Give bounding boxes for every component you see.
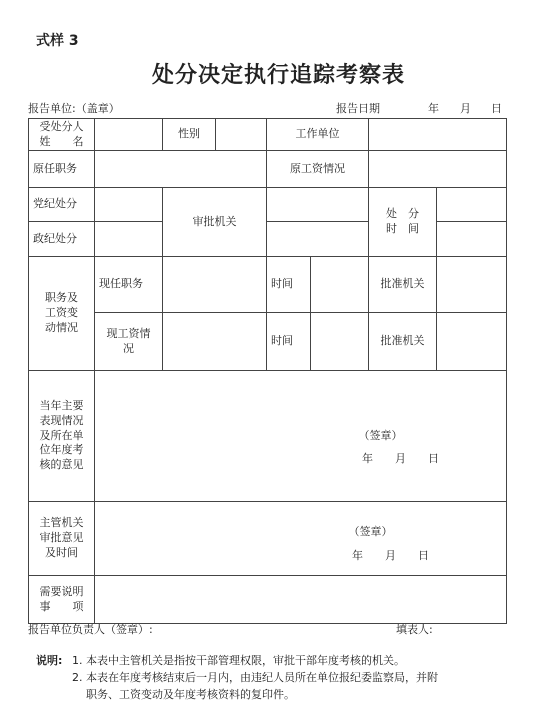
annual-opinion-label: 当年主要 表现情况 及所在单 位年度考 核的意见 [29, 371, 95, 502]
admin-discipline-field[interactable] [95, 222, 163, 257]
original-salary-label: 原工资情况 [267, 151, 369, 188]
original-post-field[interactable] [95, 151, 267, 188]
report-date-label: 报告日期 [336, 102, 380, 115]
current-salary-time-label: 时间 [267, 313, 311, 371]
row-original [29, 151, 507, 188]
approval-authority-label: 审批机关 [163, 188, 267, 257]
row-party-discipline [29, 188, 507, 222]
work-unit-field[interactable] [369, 119, 507, 151]
current-salary-label: 现工资情 况 [95, 313, 163, 371]
notes-label: 说明: [36, 654, 63, 667]
gender-label: 性别 [163, 119, 216, 151]
note-1: 1. 本表中主管机关是指按干部管理权限，审批干部年度考核的机关。 [72, 654, 405, 667]
row-current-post [29, 257, 507, 313]
admin-discipline-label: 政纪处分 [29, 222, 95, 257]
report-date-day: 日 [491, 102, 502, 115]
supervisor-opinion-label: 主管机关 审批意见 及时间 [29, 502, 95, 576]
note-2-line-2: 职务、工资变动及年度考核资料的复印件。 [86, 688, 295, 702]
current-post-approver-field[interactable] [437, 257, 507, 313]
annual-opinion-field[interactable] [95, 371, 507, 502]
work-unit-label: 工作单位 [267, 119, 369, 151]
punished-name-label: 受处分人 姓 名 [29, 119, 95, 151]
tracking-form-table [28, 118, 507, 624]
annual-opinion-seal: （签章） [358, 428, 403, 442]
row-remarks [29, 576, 507, 624]
row-supervisor-opinion [29, 502, 507, 576]
party-discipline-label: 党纪处分 [29, 188, 95, 222]
note-2-line-1: 2. 本表在年度考核结束后一月内，由违纪人员所在单位报纪委监察局，并附 [72, 671, 438, 685]
current-post-approver-label: 批准机关 [369, 257, 437, 313]
post-salary-change-label: 职务及 工资变 动情况 [29, 257, 95, 371]
annual-opinion-date: 年 月 日 [362, 452, 439, 465]
current-salary-approver-label: 批准机关 [369, 313, 437, 371]
original-salary-field[interactable] [369, 151, 507, 188]
current-salary-time-field[interactable] [311, 313, 369, 371]
row-basic-info [29, 119, 507, 151]
supervisor-opinion-date: 年 月 日 [352, 548, 429, 562]
supervisor-opinion-field[interactable] [95, 502, 507, 576]
current-post-label: 现任职务 [95, 257, 163, 313]
form-style-number: 式样 3 [36, 33, 79, 49]
supervisor-opinion-seal: （签章） [348, 525, 393, 539]
party-punish-time-field[interactable] [437, 188, 507, 222]
remarks-field[interactable] [95, 576, 507, 624]
responsible-person-label: 报告单位负责人（签章）: [28, 623, 153, 636]
party-approval-field[interactable] [267, 188, 369, 222]
party-discipline-field[interactable] [95, 188, 163, 222]
current-salary-field[interactable] [163, 313, 267, 371]
current-post-time-label: 时间 [267, 257, 311, 313]
row-annual-opinion [29, 371, 507, 502]
current-salary-approver-field[interactable] [437, 313, 507, 371]
gender-field[interactable] [216, 119, 267, 151]
current-post-time-field[interactable] [311, 257, 369, 313]
punished-name-field[interactable] [95, 119, 163, 151]
notes-block [36, 652, 438, 703]
admin-approval-field[interactable] [267, 222, 369, 257]
report-date-year: 年 [428, 102, 439, 115]
current-post-field[interactable] [163, 257, 267, 313]
form-title: 处分决定执行追踪考察表 [151, 62, 405, 88]
remarks-label: 需要说明 事 项 [29, 576, 95, 624]
original-post-label: 原任职务 [29, 151, 95, 188]
admin-punish-time-field[interactable] [437, 222, 507, 257]
row-current-salary [29, 313, 507, 371]
punish-time-label: 处 分 时 间 [369, 188, 437, 257]
filler-label: 填表人: [396, 623, 433, 636]
report-unit-label: 报告单位:（盖章） [28, 102, 120, 115]
report-date-month: 月 [460, 102, 471, 115]
